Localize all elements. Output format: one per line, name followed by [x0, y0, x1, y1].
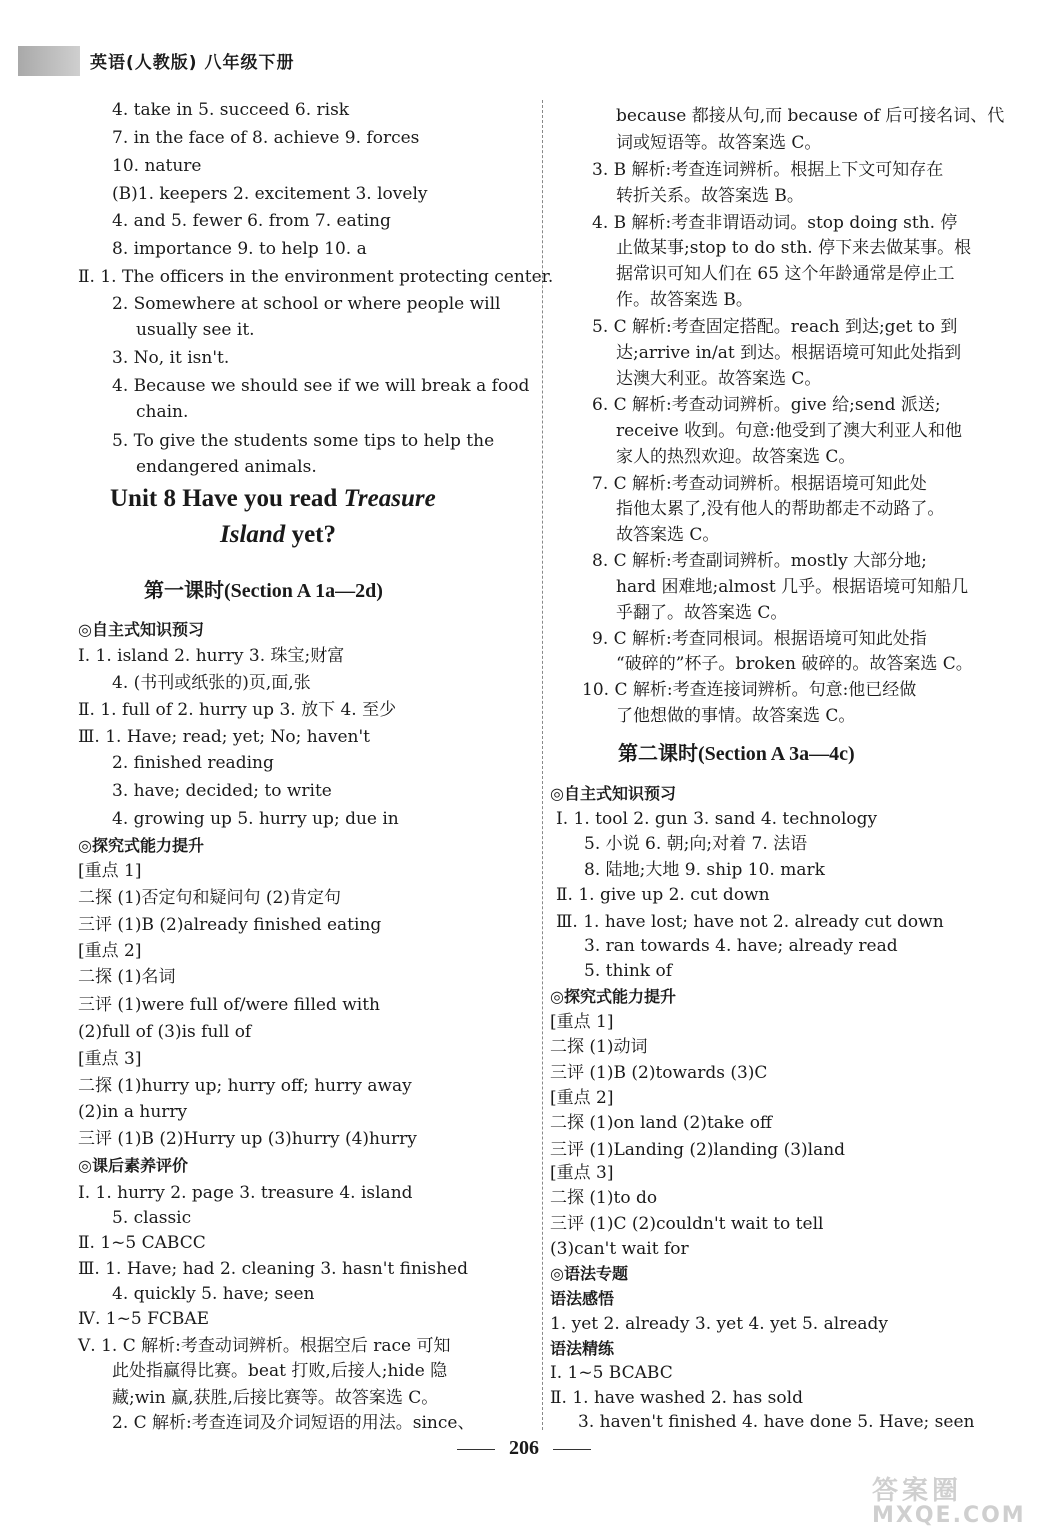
answer-line: 3. haven't finished 4. have done 5. Have; seen — [578, 1412, 975, 1432]
answer-line: [重点 1] — [550, 1012, 614, 1032]
answer-line: 二探 (1)on land (2)take off — [550, 1113, 773, 1133]
answer-line: [重点 3] — [78, 1049, 142, 1069]
unit-title-line-1 — [110, 481, 436, 517]
answer-line: 9. C 解析:考查同根词。根据语境可知此处指 — [592, 629, 927, 649]
answer-line: [重点 2] — [550, 1088, 614, 1108]
answer-line: (B)1. keepers 2. excitement 3. lovely — [112, 184, 428, 204]
unit-title-italic-1: Treasure — [343, 485, 436, 512]
answer-line: 三评 (1)B (2)already finished eating — [78, 915, 382, 935]
answer-line: 4. Because we should see if we will break a food — [112, 376, 530, 396]
answer-line: 3. have; decided; to write — [112, 781, 332, 801]
answer-line: 故答案选 C。 — [616, 525, 720, 545]
answer-line: 10. C 解析:考查连接词辨析。句意:他已经做 — [582, 680, 917, 700]
answer-line: 6. C 解析:考查动词辨析。give 给;send 派送; — [592, 395, 941, 415]
answer-line: Ⅱ. 1. give up 2. cut down — [556, 885, 770, 905]
header-title: 英语(人教版) 八年级下册 — [90, 53, 295, 73]
answer-line: Ⅰ. 1~5 BCABC — [550, 1363, 673, 1383]
answer-line: [重点 1] — [78, 861, 142, 881]
answer-line: “破碎的”杯子。broken 破碎的。故答案选 C。 — [616, 654, 973, 674]
answer-line: Ⅱ. 1. full of 2. hurry up 3. 放下 4. 至少 — [78, 700, 397, 720]
section-heading: ◎自主式知识预习 — [550, 784, 676, 803]
unit-title-line-2 — [110, 517, 436, 553]
section-heading: ◎探究式能力提升 — [78, 836, 204, 855]
answer-line: Ⅰ. 1. island 2. hurry 3. 珠宝;财富 — [78, 646, 345, 666]
answer-line: 4. quickly 5. have; seen — [112, 1284, 315, 1304]
answer-line: 二探 (1)名词 — [78, 967, 176, 987]
lesson-2-title: 第二课时(Section A 3a—4c) — [618, 743, 855, 765]
answer-line: 1. yet 2. already 3. yet 4. yet 5. already — [550, 1314, 888, 1334]
answer-line: 4. take in 5. succeed 6. risk — [112, 100, 350, 120]
section-heading: 语法感悟 — [550, 1289, 615, 1308]
answer-line: 2. Somewhere at school or where people will — [112, 294, 501, 314]
answer-line: 4. and 5. fewer 6. from 7. eating — [112, 211, 391, 231]
answer-line: 8. 陆地;大地 9. ship 10. mark — [584, 860, 825, 880]
answer-line: 三评 (1)were full of/were filled with — [78, 995, 380, 1015]
answer-line: 了他想做的事情。故答案选 C。 — [616, 706, 856, 726]
answer-line: Ⅲ. 1. Have; had 2. cleaning 3. hasn't finished — [78, 1259, 468, 1279]
header-badge — [18, 46, 80, 76]
answer-line: 3. No, it isn't. — [112, 348, 230, 368]
answer-line: 二探 (1)to do — [550, 1188, 658, 1208]
unit-title-text-1: Unit 8 Have you read — [110, 485, 344, 512]
answer-line: usually see it. — [136, 320, 255, 340]
answer-line: 二探 (1)否定句和疑问句 (2)肯定句 — [78, 888, 341, 908]
watermark-logo — [872, 1470, 1042, 1530]
answer-line: 8. importance 9. to help 10. a — [112, 239, 367, 259]
page-header — [18, 44, 1028, 78]
answer-line: 三评 (1)B (2)towards (3)C — [550, 1063, 768, 1083]
section-heading: ◎课后素养评价 — [78, 1156, 188, 1175]
answer-line: 3. ran towards 4. have; already read — [584, 936, 898, 956]
answer-line: (3)can't wait for — [550, 1239, 689, 1259]
answer-line: 三评 (1)Landing (2)landing (3)land — [550, 1140, 846, 1160]
answer-line: receive 收到。句意:他受到了澳大利亚人和他 — [616, 421, 963, 441]
column-divider — [542, 100, 543, 1430]
answer-line: 5. C 解析:考查固定搭配。reach 到达;get to 到 — [592, 317, 958, 337]
answer-line: Ⅳ. 1~5 FCBAE — [78, 1309, 210, 1329]
answer-line: 10. nature — [112, 156, 202, 176]
answer-line: 4. (书刊或纸张的)页,面,张 — [112, 673, 311, 693]
answer-line: endangered animals. — [136, 457, 317, 477]
answer-line: 三评 (1)B (2)Hurry up (3)hurry (4)hurry — [78, 1129, 417, 1149]
answer-line: Ⅴ. 1. C 解析:考查动词辨析。根据空后 race 可知 — [78, 1336, 451, 1356]
section-heading: 语法精练 — [550, 1339, 615, 1358]
answer-line: 乎翻了。故答案选 C。 — [616, 603, 788, 623]
unit-title-text-2: yet? — [285, 521, 336, 548]
answer-line: 二探 (1)hurry up; hurry off; hurry away — [78, 1076, 412, 1096]
answer-line: 藏;win 赢,获胜,后接比赛等。故答案选 C。 — [112, 1388, 439, 1408]
answer-line: [重点 2] — [78, 941, 142, 961]
answer-line: 2. finished reading — [112, 753, 274, 773]
answer-line: (2)in a hurry — [78, 1102, 188, 1122]
answer-line: 7. C 解析:考查动词辨析。根据语境可知此处 — [592, 474, 927, 494]
answer-line: 三评 (1)C (2)couldn't wait to tell — [550, 1214, 824, 1234]
answer-line: 5. 小说 6. 朝;向;对着 7. 法语 — [584, 834, 808, 854]
answer-line: 作。故答案选 B。 — [616, 290, 753, 310]
answer-line: 4. growing up 5. hurry up; due in — [112, 809, 399, 829]
answer-line: 5. classic — [112, 1208, 192, 1228]
answer-line: 止做某事;stop to do sth. 停下来去做某事。根 — [616, 238, 972, 258]
answer-line: 5. think of — [584, 961, 673, 981]
section-heading: ◎语法专题 — [550, 1264, 628, 1283]
answer-line: 4. B 解析:考查非谓语动词。stop doing sth. 停 — [592, 213, 958, 233]
lesson-1-title: 第一课时(Section A 1a—2d) — [144, 580, 383, 602]
answer-line: 家人的热烈欢迎。故答案选 C。 — [616, 447, 856, 467]
answer-line: chain. — [136, 402, 189, 422]
answer-line: 二探 (1)动词 — [550, 1037, 648, 1057]
page-number: 206 — [0, 1437, 1048, 1460]
answer-line: 2. C 解析:考查连词及介词短语的用法。since、 — [112, 1413, 475, 1433]
unit-title — [110, 481, 436, 553]
watermark-bottom: MXQE.COM — [872, 1503, 1026, 1528]
answer-line: 7. in the face of 8. achieve 9. forces — [112, 128, 420, 148]
section-heading: ◎自主式知识预习 — [78, 620, 204, 639]
answer-line: 达澳大利亚。故答案选 C。 — [616, 369, 822, 389]
answer-line: 3. B 解析:考查连词辨析。根据上下文可知存在 — [592, 160, 944, 180]
answer-line: Ⅱ. 1. have washed 2. has sold — [550, 1388, 803, 1408]
answer-line: 5. To give the students some tips to help the — [112, 431, 495, 451]
answer-line: Ⅰ. 1. hurry 2. page 3. treasure 4. island — [78, 1183, 413, 1203]
answer-line: Ⅱ. 1~5 CABCC — [78, 1233, 206, 1253]
answer-line: 指他太累了,没有他人的帮助都走不动路了。 — [616, 499, 945, 519]
answer-line: 据常识可知人们在 65 这个年龄通常是停止工 — [616, 264, 955, 284]
answer-line: [重点 3] — [550, 1163, 614, 1183]
answer-line: 此处指赢得比赛。beat 打败,后接人;hide 隐 — [112, 1361, 448, 1381]
watermark-top: 答案圈 — [872, 1476, 963, 1506]
answer-line: Ⅲ. 1. have lost; have not 2. already cut down — [556, 912, 944, 932]
answer-line: Ⅲ. 1. Have; read; yet; No; haven't — [78, 727, 370, 747]
answer-line: Ⅱ. 1. The officers in the environment protecting center. — [78, 267, 554, 287]
answer-line: 转折关系。故答案选 B。 — [616, 186, 804, 206]
answer-line: Ⅰ. 1. tool 2. gun 3. sand 4. technology — [556, 809, 878, 829]
answer-line: 8. C 解析:考查副词辨析。mostly 大部分地; — [592, 551, 927, 571]
section-heading: ◎探究式能力提升 — [550, 987, 676, 1006]
answer-line: (2)full of (3)is full of — [78, 1022, 252, 1042]
unit-title-italic-2: Island — [220, 521, 286, 548]
answer-line: 词或短语等。故答案选 C。 — [616, 133, 822, 153]
answer-line: 达;arrive in/at 到达。根据语境可知此处指到 — [616, 343, 962, 363]
answer-line: because 都接从句,而 because of 后可接名词、代 — [616, 106, 1005, 126]
answer-line: hard 困难地;almost 几乎。根据语境可知船几 — [616, 577, 969, 597]
